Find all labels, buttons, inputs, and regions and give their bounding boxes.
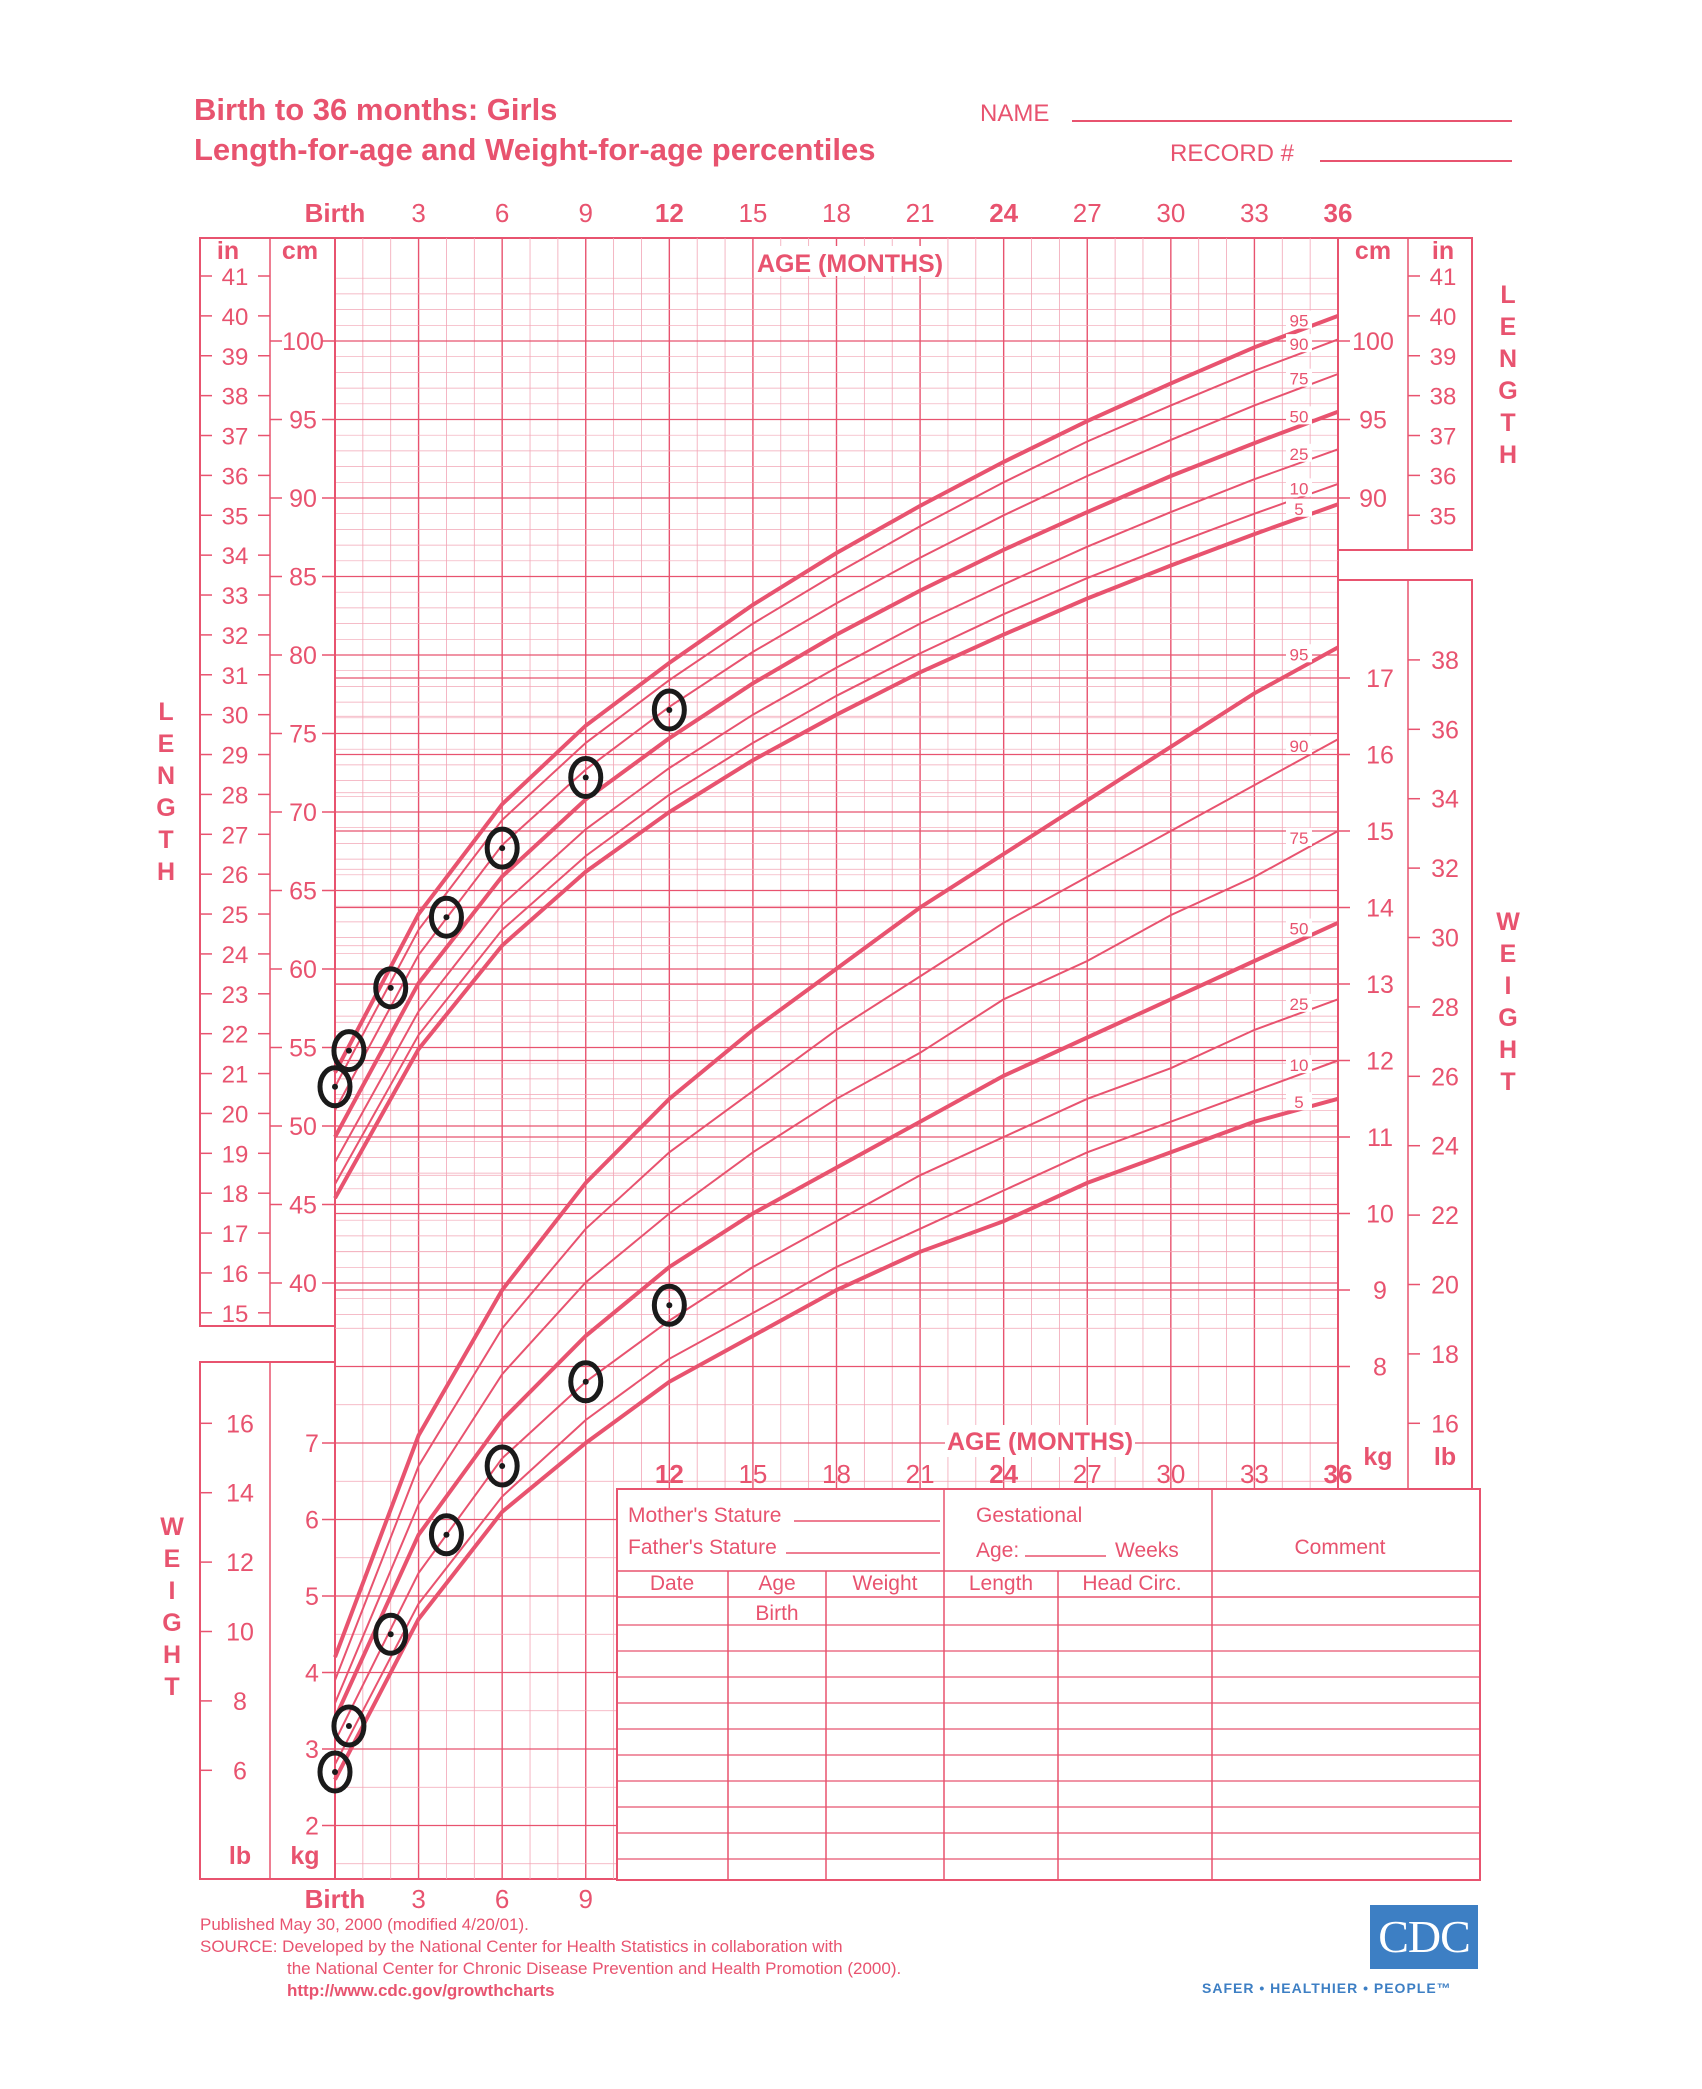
in-tick-label: 27 <box>221 822 249 850</box>
in-tick-label: 20 <box>221 1101 249 1129</box>
top-age-tick-label: 6 <box>494 198 510 228</box>
lower-right-age-tick-label: 24 <box>989 1459 1019 1489</box>
length-plotted-dot <box>346 1048 352 1054</box>
in-tick-label: 17 <box>221 1221 249 1249</box>
weight-percentile-label: 75 <box>1289 828 1309 848</box>
weight-percentile-label: 5 <box>1294 1093 1304 1113</box>
weight-percentile-label: 95 <box>1289 645 1309 665</box>
right-lb-tick-label: 28 <box>1431 993 1459 1022</box>
right-lb-tick-label: 20 <box>1431 1271 1459 1300</box>
footer <box>200 1914 901 2002</box>
weight-percentile-label: 90 <box>1289 737 1309 757</box>
top-age-tick-label: 3 <box>411 198 426 228</box>
right-kg-tick-label: 15 <box>1366 818 1394 846</box>
right-in-tick-label: 41 <box>1429 264 1457 292</box>
kg-tick-label: 6 <box>305 1506 319 1535</box>
lb-tick-label: 12 <box>226 1549 254 1578</box>
length-plotted-dot <box>583 774 589 780</box>
right-in-tick-label: 35 <box>1429 503 1457 531</box>
length-percentile-label: 10 <box>1289 479 1309 499</box>
left-weight-letter: E <box>163 1545 181 1573</box>
in-tick-label: 34 <box>221 543 249 571</box>
in-tick-label: 25 <box>221 902 249 930</box>
right-lb-tick-label: 24 <box>1431 1132 1459 1161</box>
right-lb-tick-label: 34 <box>1431 785 1459 814</box>
in-tick-label: 19 <box>221 1141 249 1169</box>
length-plotted-dot <box>388 985 394 991</box>
right-kg-tick-label: 12 <box>1366 1047 1394 1076</box>
lb-tick-label: 10 <box>226 1618 254 1647</box>
right-in-tick-label: 38 <box>1429 383 1457 411</box>
lower-right-age-tick-label: 33 <box>1239 1459 1269 1489</box>
chart-title-line1: Birth to 36 months: Girls <box>194 92 558 127</box>
in-tick-label: 24 <box>221 941 249 969</box>
left-weight-letter: H <box>162 1641 182 1669</box>
right-lb-tick-label: 32 <box>1431 855 1459 884</box>
right-weight-letter: T <box>1500 1068 1516 1096</box>
length-percentile-label: 95 <box>1289 311 1309 331</box>
right-kg-tick-label: 11 <box>1367 1124 1393 1152</box>
top-age-tick-label: 36 <box>1323 198 1353 228</box>
in-tick-label: 30 <box>221 702 249 730</box>
length-plotted-dot <box>666 707 672 713</box>
cm-tick-label: 60 <box>289 956 317 984</box>
lower-right-age-tick-label: 18 <box>822 1459 851 1489</box>
top-age-tick-label: 12 <box>654 198 684 228</box>
published-note: Published May 30, 2000 (modified 4/20/01). <box>200 1915 529 1934</box>
right-length-letter: H <box>1498 441 1518 469</box>
top-age-tick-label: 27 <box>1072 198 1102 228</box>
in-tick-label: 37 <box>221 423 249 451</box>
mid-age-axis-title: AGE (MONTHS) <box>946 1428 1134 1456</box>
right-kg-tick-label: 17 <box>1366 665 1394 693</box>
right-cm-tick-label: 100 <box>1352 328 1394 356</box>
cm-tick-label: 90 <box>289 485 317 513</box>
right-lb-unit-label: lb <box>1433 1443 1457 1471</box>
right-lb-tick-label: 38 <box>1431 646 1459 675</box>
length-scale-box <box>200 238 335 1326</box>
right-lb-tick-label: 30 <box>1431 924 1459 953</box>
right-length-letter: T <box>1500 409 1516 437</box>
right-lb-tick-label: 16 <box>1431 1410 1459 1439</box>
kg-tick-label: 7 <box>305 1430 319 1458</box>
right-length-letter: L <box>1500 281 1516 309</box>
table-column-header: Date <box>649 1572 695 1595</box>
cm-tick-label: 40 <box>289 1270 317 1298</box>
right-weight-letter: H <box>1498 1036 1518 1064</box>
right-weight-letter: E <box>1499 940 1517 968</box>
top-age-tick-label: Birth <box>304 198 366 228</box>
length-percentile-label: 50 <box>1289 407 1309 427</box>
right-in-tick-label: 36 <box>1429 463 1457 491</box>
cm-tick-label: 80 <box>289 642 317 670</box>
in-tick-label: 41 <box>221 264 249 292</box>
top-age-tick-label: 24 <box>989 198 1019 228</box>
left-weight-letter: I <box>168 1577 176 1605</box>
in-tick-label: 18 <box>221 1181 249 1209</box>
lb-tick-label: 16 <box>226 1410 254 1439</box>
right-length-letter: N <box>1498 345 1518 373</box>
comment-label: Comment <box>1294 1536 1386 1559</box>
in-tick-label: 35 <box>221 503 249 531</box>
length-percentile-label: 25 <box>1289 444 1309 464</box>
in-tick-label: 28 <box>221 782 249 810</box>
top-age-tick-label: 15 <box>738 198 768 228</box>
table-column-header: Head Circ. <box>1082 1572 1182 1595</box>
weight-plotted-dot <box>666 1302 672 1308</box>
right-weight-letter: W <box>1496 908 1520 936</box>
right-weight-letter: G <box>1498 1004 1518 1032</box>
in-tick-label: 23 <box>221 981 249 1009</box>
lb-tick-label: 14 <box>226 1479 254 1508</box>
weight-plotted-dot <box>499 1463 505 1469</box>
cm-tick-label: 70 <box>289 799 317 827</box>
in-tick-label: 21 <box>221 1061 249 1089</box>
cdc-logo: CDC <box>1370 1905 1478 1969</box>
right-kg-tick-label: 13 <box>1366 971 1394 999</box>
kg-unit-label: kg <box>290 1842 320 1870</box>
lb-unit-label: lb <box>228 1842 252 1870</box>
left-weight-letter: G <box>162 1609 182 1637</box>
first-row-age: Birth <box>755 1602 799 1625</box>
kg-tick-label: 3 <box>305 1736 319 1764</box>
lower-right-age-tick-label: 15 <box>738 1459 768 1489</box>
weight-plotted-dot <box>332 1769 338 1775</box>
right-lb-tick-label: 18 <box>1431 1340 1459 1369</box>
in-unit-label: in <box>216 237 240 265</box>
lower-right-age-tick-label: 36 <box>1323 1459 1353 1489</box>
lb-tick-label: 6 <box>233 1757 247 1786</box>
in-tick-label: 40 <box>221 303 249 331</box>
in-tick-label: 39 <box>221 343 249 371</box>
name-label: NAME <box>980 100 1050 127</box>
weight-percentile-label: 50 <box>1289 919 1309 939</box>
weight-plotted-dot <box>388 1631 394 1637</box>
right-kg-tick-label: 10 <box>1366 1200 1394 1229</box>
in-tick-label: 32 <box>221 622 249 650</box>
top-age-tick-label: 18 <box>822 198 851 228</box>
cm-tick-label: 50 <box>289 1113 317 1141</box>
fathers-stature-label: Father's Stature <box>628 1536 777 1559</box>
top-age-tick-label: 21 <box>905 198 935 228</box>
source-line2: the National Center for Chronic Disease Prevention and Health Promotion (2000). <box>287 1959 902 1978</box>
in-tick-label: 29 <box>221 742 249 770</box>
cm-tick-label: 55 <box>289 1034 317 1063</box>
cm-tick-label: 75 <box>289 720 317 749</box>
table-column-header: Age <box>758 1572 796 1595</box>
right-in-tick-label: 39 <box>1429 343 1457 371</box>
right-kg-tick-label: 8 <box>1373 1353 1387 1382</box>
gestational-label: Gestational <box>976 1504 1083 1527</box>
bottom-age-tick-label: 6 <box>494 1884 510 1914</box>
right-lb-tick-label: 26 <box>1431 1063 1459 1092</box>
cm-tick-label: 85 <box>289 563 317 592</box>
right-length-letter: G <box>1498 377 1518 405</box>
weight-percentile-label: 25 <box>1289 994 1309 1014</box>
kg-tick-label: 5 <box>305 1583 319 1611</box>
right-lb-tick-label: 22 <box>1431 1202 1459 1231</box>
record-label: RECORD # <box>1170 140 1295 167</box>
mothers-stature-label: Mother's Stature <box>628 1504 782 1527</box>
in-tick-label: 16 <box>221 1260 249 1288</box>
lower-right-age-tick-label: 21 <box>905 1459 935 1489</box>
source-line1: SOURCE: Developed by the National Center for Health Statistics in collaboration with <box>200 1937 843 1956</box>
right-in-tick-label: 40 <box>1429 303 1457 331</box>
weight-plotted-dot <box>346 1723 352 1729</box>
cm-unit-label: cm <box>281 237 319 265</box>
bottom-age-tick-label: 9 <box>578 1884 593 1914</box>
left-weight-letter: T <box>164 1673 180 1701</box>
chart-title-line2: Length-for-age and Weight-for-age percentiles <box>194 132 876 167</box>
kg-tick-label: 2 <box>305 1812 319 1841</box>
top-age-tick-label: 9 <box>578 198 593 228</box>
left-length-letter: T <box>158 826 174 854</box>
length-percentile-label: 90 <box>1289 335 1309 355</box>
table-column-header: Length <box>968 1572 1034 1595</box>
right-in-unit-label: in <box>1431 237 1455 265</box>
length-plotted-dot <box>443 914 449 920</box>
length-percentile-label: 75 <box>1289 369 1309 389</box>
cdc-tagline: SAFER • HEALTHIER • PEOPLE™ <box>1202 1980 1452 1996</box>
kg-tick-label: 4 <box>305 1659 319 1688</box>
bottom-age-tick-label: 3 <box>411 1884 426 1914</box>
left-length-letter: N <box>156 762 176 790</box>
weight-percentile-label: 10 <box>1289 1056 1309 1076</box>
top-age-tick-label: 33 <box>1239 198 1269 228</box>
in-tick-label: 22 <box>221 1021 249 1049</box>
length-plotted-dot <box>332 1084 338 1090</box>
in-tick-label: 36 <box>221 463 249 491</box>
in-tick-label: 15 <box>221 1300 249 1328</box>
right-kg-unit-label: kg <box>1363 1443 1393 1471</box>
cm-tick-label: 95 <box>289 406 317 435</box>
table-column-header: Weight <box>852 1572 918 1595</box>
in-tick-label: 31 <box>221 662 249 690</box>
gestational-age-label: Age: <box>976 1539 1020 1562</box>
left-length-letter: E <box>157 730 175 758</box>
lb-tick-label: 8 <box>233 1687 247 1716</box>
left-length-letter: H <box>156 858 176 886</box>
in-tick-label: 26 <box>221 862 249 890</box>
weight-plotted-dot <box>583 1379 589 1385</box>
right-length-letter: E <box>1499 313 1517 341</box>
right-cm-unit-label: cm <box>1354 237 1392 265</box>
right-in-tick-label: 37 <box>1429 423 1457 451</box>
top-age-tick-label: 30 <box>1156 198 1186 228</box>
top-age-axis-title: AGE (MONTHS) <box>756 250 944 278</box>
source-url[interactable]: http://www.cdc.gov/growthcharts <box>287 1981 555 2000</box>
weeks-label: Weeks <box>1115 1539 1179 1562</box>
bottom-age-tick-label: Birth <box>304 1884 366 1914</box>
lower-right-age-tick-label: 30 <box>1156 1459 1186 1489</box>
right-kg-tick-label: 14 <box>1366 894 1394 923</box>
in-tick-label: 33 <box>221 583 249 611</box>
right-lb-tick-label: 36 <box>1431 716 1459 745</box>
right-kg-tick-label: 9 <box>1373 1277 1387 1305</box>
right-weight-letter: I <box>1504 972 1512 1000</box>
cm-tick-label: 100 <box>282 328 324 356</box>
right-cm-tick-label: 95 <box>1359 406 1387 435</box>
left-length-letter: L <box>158 698 174 726</box>
right-cm-tick-label: 90 <box>1359 485 1387 513</box>
cm-tick-label: 65 <box>289 877 317 906</box>
in-tick-label: 38 <box>221 383 249 411</box>
length-percentile-label: 5 <box>1294 499 1304 519</box>
length-plotted-dot <box>499 845 505 851</box>
lower-right-age-tick-label: 27 <box>1072 1459 1102 1489</box>
left-weight-letter: W <box>160 1513 184 1541</box>
right-kg-tick-label: 16 <box>1366 741 1394 770</box>
cm-tick-label: 45 <box>289 1191 317 1220</box>
lower-right-age-tick-label: 12 <box>654 1459 684 1489</box>
left-length-letter: G <box>156 794 176 822</box>
weight-plotted-dot <box>443 1532 449 1538</box>
